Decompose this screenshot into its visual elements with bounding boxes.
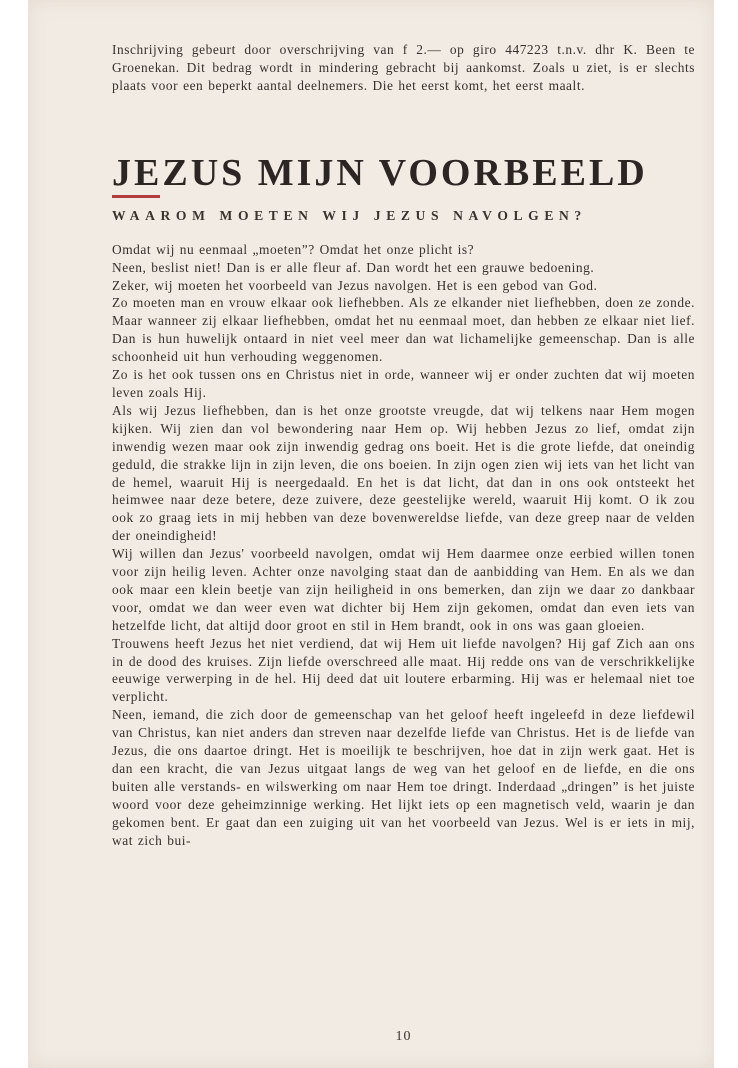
article-subtitle: WAAROM MOETEN WIJ JEZUS NAVOLGEN? xyxy=(112,207,587,223)
body-paragraph: Zo moeten man en vrouw elkaar ook liefhebben. Als ze elkander niet liefhebben, doen ze zonde. Maar wanneer zij elkaar liefhebben, omdat het nu eenmaal moet, dan hebben ze elkaar niet lief. Dan is hun huwelijk ontaard in niet veel meer dan wat lichamelijke gemeenschap. Dan is alle schoonheid uit hun verhouding weggenomen. xyxy=(112,295,695,365)
body-paragraph: Zo is het ook tussen ons en Christus niet in orde, wanneer wij er onder zuchten dat wij moeten leven zoals Hij. xyxy=(112,367,695,400)
article-body xyxy=(112,241,695,850)
body-paragraph: Zeker, wij moeten het voorbeeld van Jezus navolgen. Het is een gebod van God. xyxy=(112,277,598,293)
body-paragraph: Neen, beslist niet! Dan is er alle fleur af. Dan wordt het een grauwe bedoening. xyxy=(112,259,595,275)
body-paragraph: Wij willen dan Jezus' voorbeeld navolgen, omdat wij Hem daarmee onze eerbied willen tonen voor zijn heilig leven. Achter onze navolging staat dan de aanbidding van Hem. En als we dan ook maar een klein beetje van zijn heiligheid in ons bemerken, dan zijn we daar zo dankbaar voor, omdat we dan weer even wat dichter bij Hem zijn gekomen, omdat dan even iets van hetzelfde licht, dat altijd door groot en stil in Hem brandt, ook in ons was gaan gloeien. xyxy=(112,546,695,633)
article-title: JEZUS MIJN VOORBEELD xyxy=(112,151,648,194)
body-paragraph: Als wij Jezus liefhebben, dan is het onze grootste vreugde, dat wij telkens naar Hem mogen kijken. Wij zien dan vol bewondering naar Hem op. Wij hebben Jezus zo lief, omdat zijn inwendig wezen maar ook zijn inwendig gedrag ons boeit. Het is die grote liefde, dat oneindig geduld, die strakke lijn in zijn leven, die ons boeien. In zijn ogen zien wij iets van het licht van de hemel, waaruit Hij is neergedaald. En het is dat licht, dat dan in ons ook ontsteekt het heimwee naar deze betere, deze zuivere, deze geestelijke wereld, waaruit Hij komt. O ik zou ook zo graag iets in mij hebben van deze bovenwereldse liefde, van deze greep naar de velden der oneindigheid! xyxy=(112,402,695,544)
page-number: 10 xyxy=(395,1029,412,1044)
registration-notice: Inschrijving gebeurt door overschrijving van f 2.— op giro 447223 t.n.v. dhr K. Been te Groenekan. Dit bedrag wordt in mindering gebracht bij aankomst. Zoals u ziet, is er slechts plaats voor een beperkt aantal deelnemers. Die het eerst komt, het eerst maalt. xyxy=(112,42,695,93)
page-content xyxy=(112,41,695,1044)
body-paragraph: Neen, iemand, die zich door de gemeenschap van het geloof heeft ingeleefd in deze liefdewil van Christus, kan niet anders dan streven naar dezelfde liefde van Christus. Het is de liefde van Jezus, die ons daartoe dringt. Het is moeilijk te beschrijven, hoe dat in zijn werk gaat. Het is dan een kracht, die van Jezus uitgaat langs de weg van het geloof en de liefde, en die ons buiten alle verstands- en wilswerking om naar Hem toe dringt. Inderdaad „dringen” is het juiste woord voor deze geheimzinnige werking. Het lijkt iets op een magnetisch veld, waarin je dan gekomen bent. Er gaat dan een zuiging uit van het voorbeeld van Jezus. Wel is er iets in mij, wat zich bui- xyxy=(112,707,695,848)
body-paragraph: Omdat wij nu eenmaal „moeten”? Omdat het onze plicht is? xyxy=(112,241,475,257)
page-sheet xyxy=(28,0,714,1068)
title-accent-rule xyxy=(112,195,160,198)
body-paragraph: Trouwens heeft Jezus het niet verdiend, dat wij Hem uit liefde navolgen? Hij gaf Zich aan ons in de dood des kruises. Zijn liefde overschreed alle maat. Hij redde ons van de verschrikkelijke eeuwige verwerping in de hel. Hij deed dat uit loutere erbarming. Hij was er helemaal niet toe verplicht. xyxy=(112,635,695,705)
